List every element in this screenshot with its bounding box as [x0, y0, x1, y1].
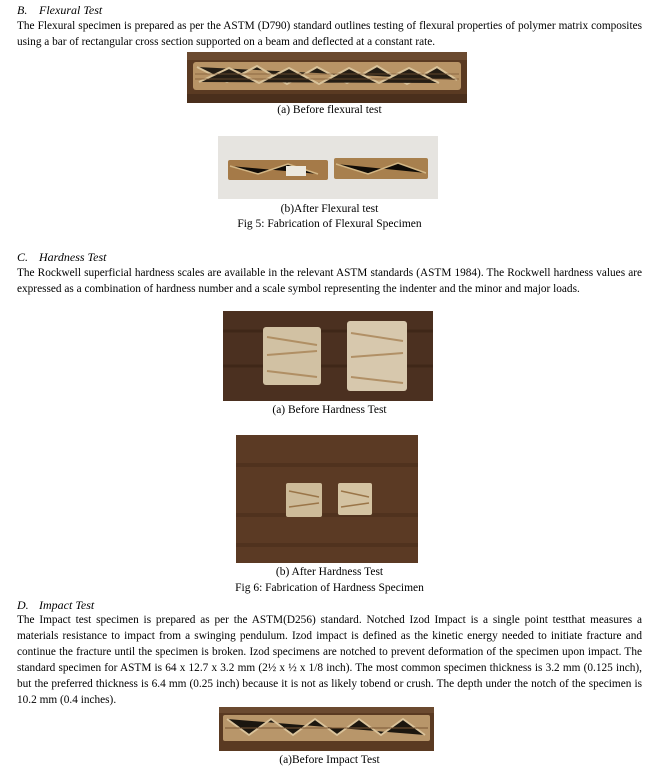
section-number: D. — [17, 598, 29, 612]
section-number: B. — [17, 3, 28, 17]
section-title: Flexural Test — [39, 3, 103, 17]
flexural-fig-caption: Fig 5: Fabrication of Flexural Specimen — [237, 218, 422, 230]
section-number: C. — [17, 250, 29, 264]
impact-before-photo — [219, 707, 434, 751]
flexural-caption-a: (a) Before flexural test — [277, 104, 382, 116]
flexural-before-photo — [187, 52, 467, 103]
flexural-paragraph: The Flexural specimen is prepared as per the ASTM (D790) standard outlines testing of flexural properties of polymer matrix composites using a bar of rectangular cross section supported on a beam and deflected at a constant rate. — [17, 20, 642, 48]
hardness-caption-b: (b) After Hardness Test — [275, 566, 384, 578]
hardness-fig-caption: Fig 6: Fabrication of Hardness Specimen — [235, 582, 424, 594]
section-title: Hardness Test — [39, 250, 107, 264]
hardness-paragraph: The Rockwell superficial hardness scales are available in the relevant ASTM standards (ASTM 1984). The Rockwell hardness values are expressed as a combination of hardness number and a scale symbol representing the indenter and the minor and major loads. — [17, 267, 642, 295]
section-heading-hardness — [17, 250, 106, 265]
impact-paragraph: The Impact test specimen is prepared as per the ASTM(D256) standard. Notched Izod Impact is a single point testthat measures a materials resistance to impact from a swinging pendulum. Izod impact is defined as the kinetic energy needed to initiate fracture and continue the fracture until the specimen is broken. Izod specimens are notched to prevent deformation of the specimen upon impact. The standard specimen for ASTM is 64 x 12.7 x 3.2 mm (2½ x ½ x 1/8 inch). The most common specimen thickness is 3.2 mm (0.125 inch), but the preferred thickness is 6.4 mm (0.25 inch) because it is not as likely tobend or crush. The depth under the notch of the specimen is 10.2 mm (0.4 inches). — [17, 614, 642, 706]
impact-caption-a: (a)Before Impact Test — [279, 754, 380, 766]
section-heading-impact — [17, 598, 94, 613]
section-title: Impact Test — [39, 598, 95, 612]
hardness-before-photo — [223, 311, 433, 401]
hardness-caption-a: (a) Before Hardness Test — [272, 404, 387, 416]
section-heading-flexural — [17, 3, 102, 18]
flexural-caption-b: (b)After Flexural test — [280, 203, 379, 215]
hardness-after-photo — [236, 435, 418, 563]
flexural-after-photo — [218, 136, 438, 199]
